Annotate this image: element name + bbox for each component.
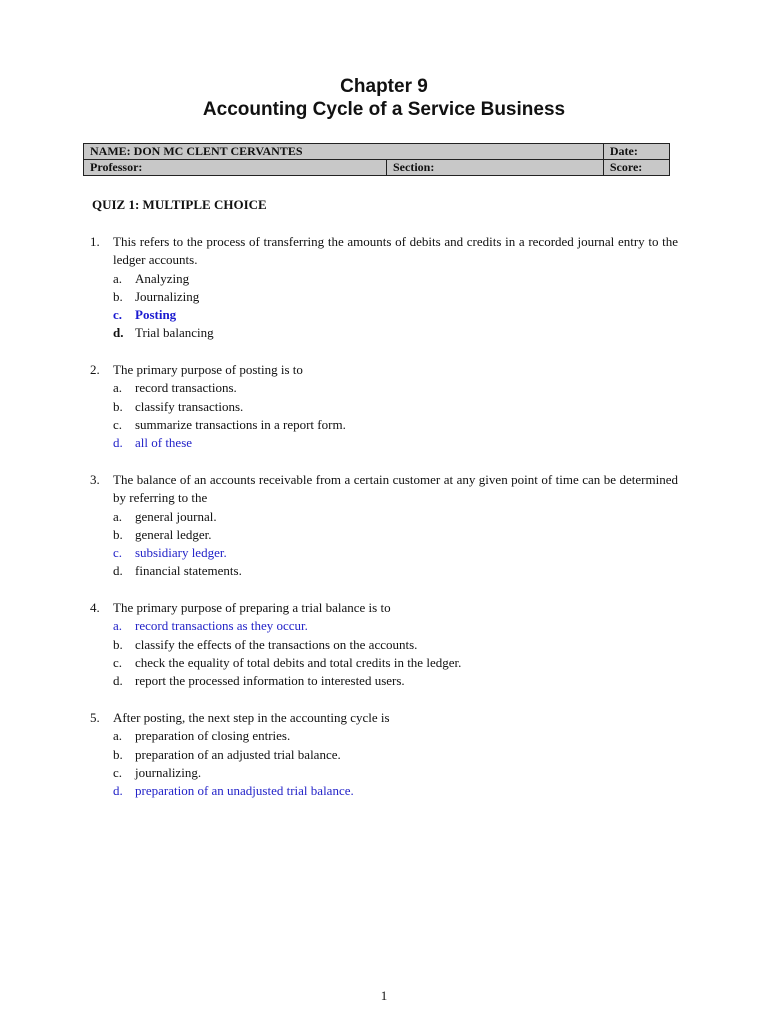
option-b [90,746,678,764]
question-3 [90,471,678,581]
question-number: 4. [90,600,100,615]
option-b [90,636,678,654]
option-d [90,324,678,342]
chapter-heading: Chapter 9 [340,76,428,97]
question-4 [90,599,678,690]
option-letter: c. [113,654,123,670]
page-title: Accounting Cycle of a Service Business [202,99,566,120]
option-d [90,562,678,580]
question-number: 2. [90,362,100,377]
option-letter: d. [113,783,123,799]
option-text: Trial balancing [135,325,214,341]
option-letter: b. [113,398,123,414]
option-c-selected [90,544,678,562]
option-c-selected [90,306,678,324]
option-text: preparation of an adjusted trial balance. [135,746,341,762]
name-cell: NAME: DON MC CLENT CERVANTES [84,144,604,160]
page-number: 1 [380,988,388,1003]
quiz-heading: QUIZ 1: MULTIPLE CHOICE [92,197,267,212]
question-1 [90,233,678,343]
option-c [90,764,678,782]
question-text: The primary purpose of posting is to [113,362,303,377]
question-text: The balance of an accounts receivable from a certain customer at any given point of time can be determined by referring to the [113,472,678,506]
option-text: summarize transactions in a report form. [135,416,346,432]
option-letter: b. [113,288,123,304]
option-b [90,526,678,544]
option-a-selected [90,617,678,635]
option-text: all of these [135,435,193,451]
option-b [90,288,678,306]
option-letter: c. [113,307,123,323]
option-text: preparation of an unadjusted trial balance. [135,783,354,799]
option-letter: d. [113,563,123,579]
option-a [90,508,678,526]
section-cell: Section: [387,160,604,176]
option-d-selected [90,782,678,800]
question-5 [90,709,678,800]
option-letter: b. [113,526,123,542]
question-2 [90,361,678,452]
question-number: 5. [90,710,100,725]
option-letter: d. [113,435,123,451]
option-text: Journalizing [135,288,200,304]
option-a [90,270,678,288]
option-letter: d. [113,673,123,689]
option-letter: a. [113,618,123,634]
option-text: Analyzing [135,270,190,286]
question-text: This refers to the process of transferring the amounts of debits and credits in a recorded journal entry to the ledger accounts. [113,234,678,268]
option-letter: a. [113,728,123,744]
option-letter: a. [113,380,123,396]
question-text: After posting, the next step in the accounting cycle is [113,710,390,725]
option-text: journalizing. [135,764,202,780]
option-letter: c. [113,416,123,432]
option-text: general ledger. [135,526,212,542]
option-text: report the processed information to interested users. [135,673,405,689]
question-number: 3. [90,472,100,487]
option-letter: b. [113,746,123,762]
option-c [90,654,678,672]
option-text: preparation of closing entries. [135,728,291,744]
option-text: financial statements. [135,563,242,579]
date-cell: Date: [603,144,669,160]
question-number: 1. [90,234,100,249]
option-text: general journal. [135,508,217,524]
option-text: record transactions as they occur. [135,618,308,634]
option-c [90,416,678,434]
option-text: Posting [135,307,177,323]
option-letter: d. [113,325,124,341]
option-letter: c. [113,545,123,561]
option-text: check the equality of total debits and total credits in the ledger. [135,654,462,670]
option-text: classify the effects of the transactions on the accounts. [135,636,418,652]
option-letter: c. [113,764,123,780]
option-d-selected [90,434,678,452]
option-a [90,379,678,397]
score-cell: Score: [603,160,669,176]
option-letter: a. [113,270,123,286]
student-info-table [83,143,670,176]
option-text: classify transactions. [135,398,244,414]
professor-cell: Professor: [84,160,387,176]
option-d [90,672,678,690]
option-letter: a. [113,508,123,524]
option-text: subsidiary ledger. [135,545,227,561]
option-b [90,398,678,416]
option-letter: b. [113,636,123,652]
option-a [90,727,678,745]
option-text: record transactions. [135,380,237,396]
question-text: The primary purpose of preparing a trial balance is to [113,600,391,615]
